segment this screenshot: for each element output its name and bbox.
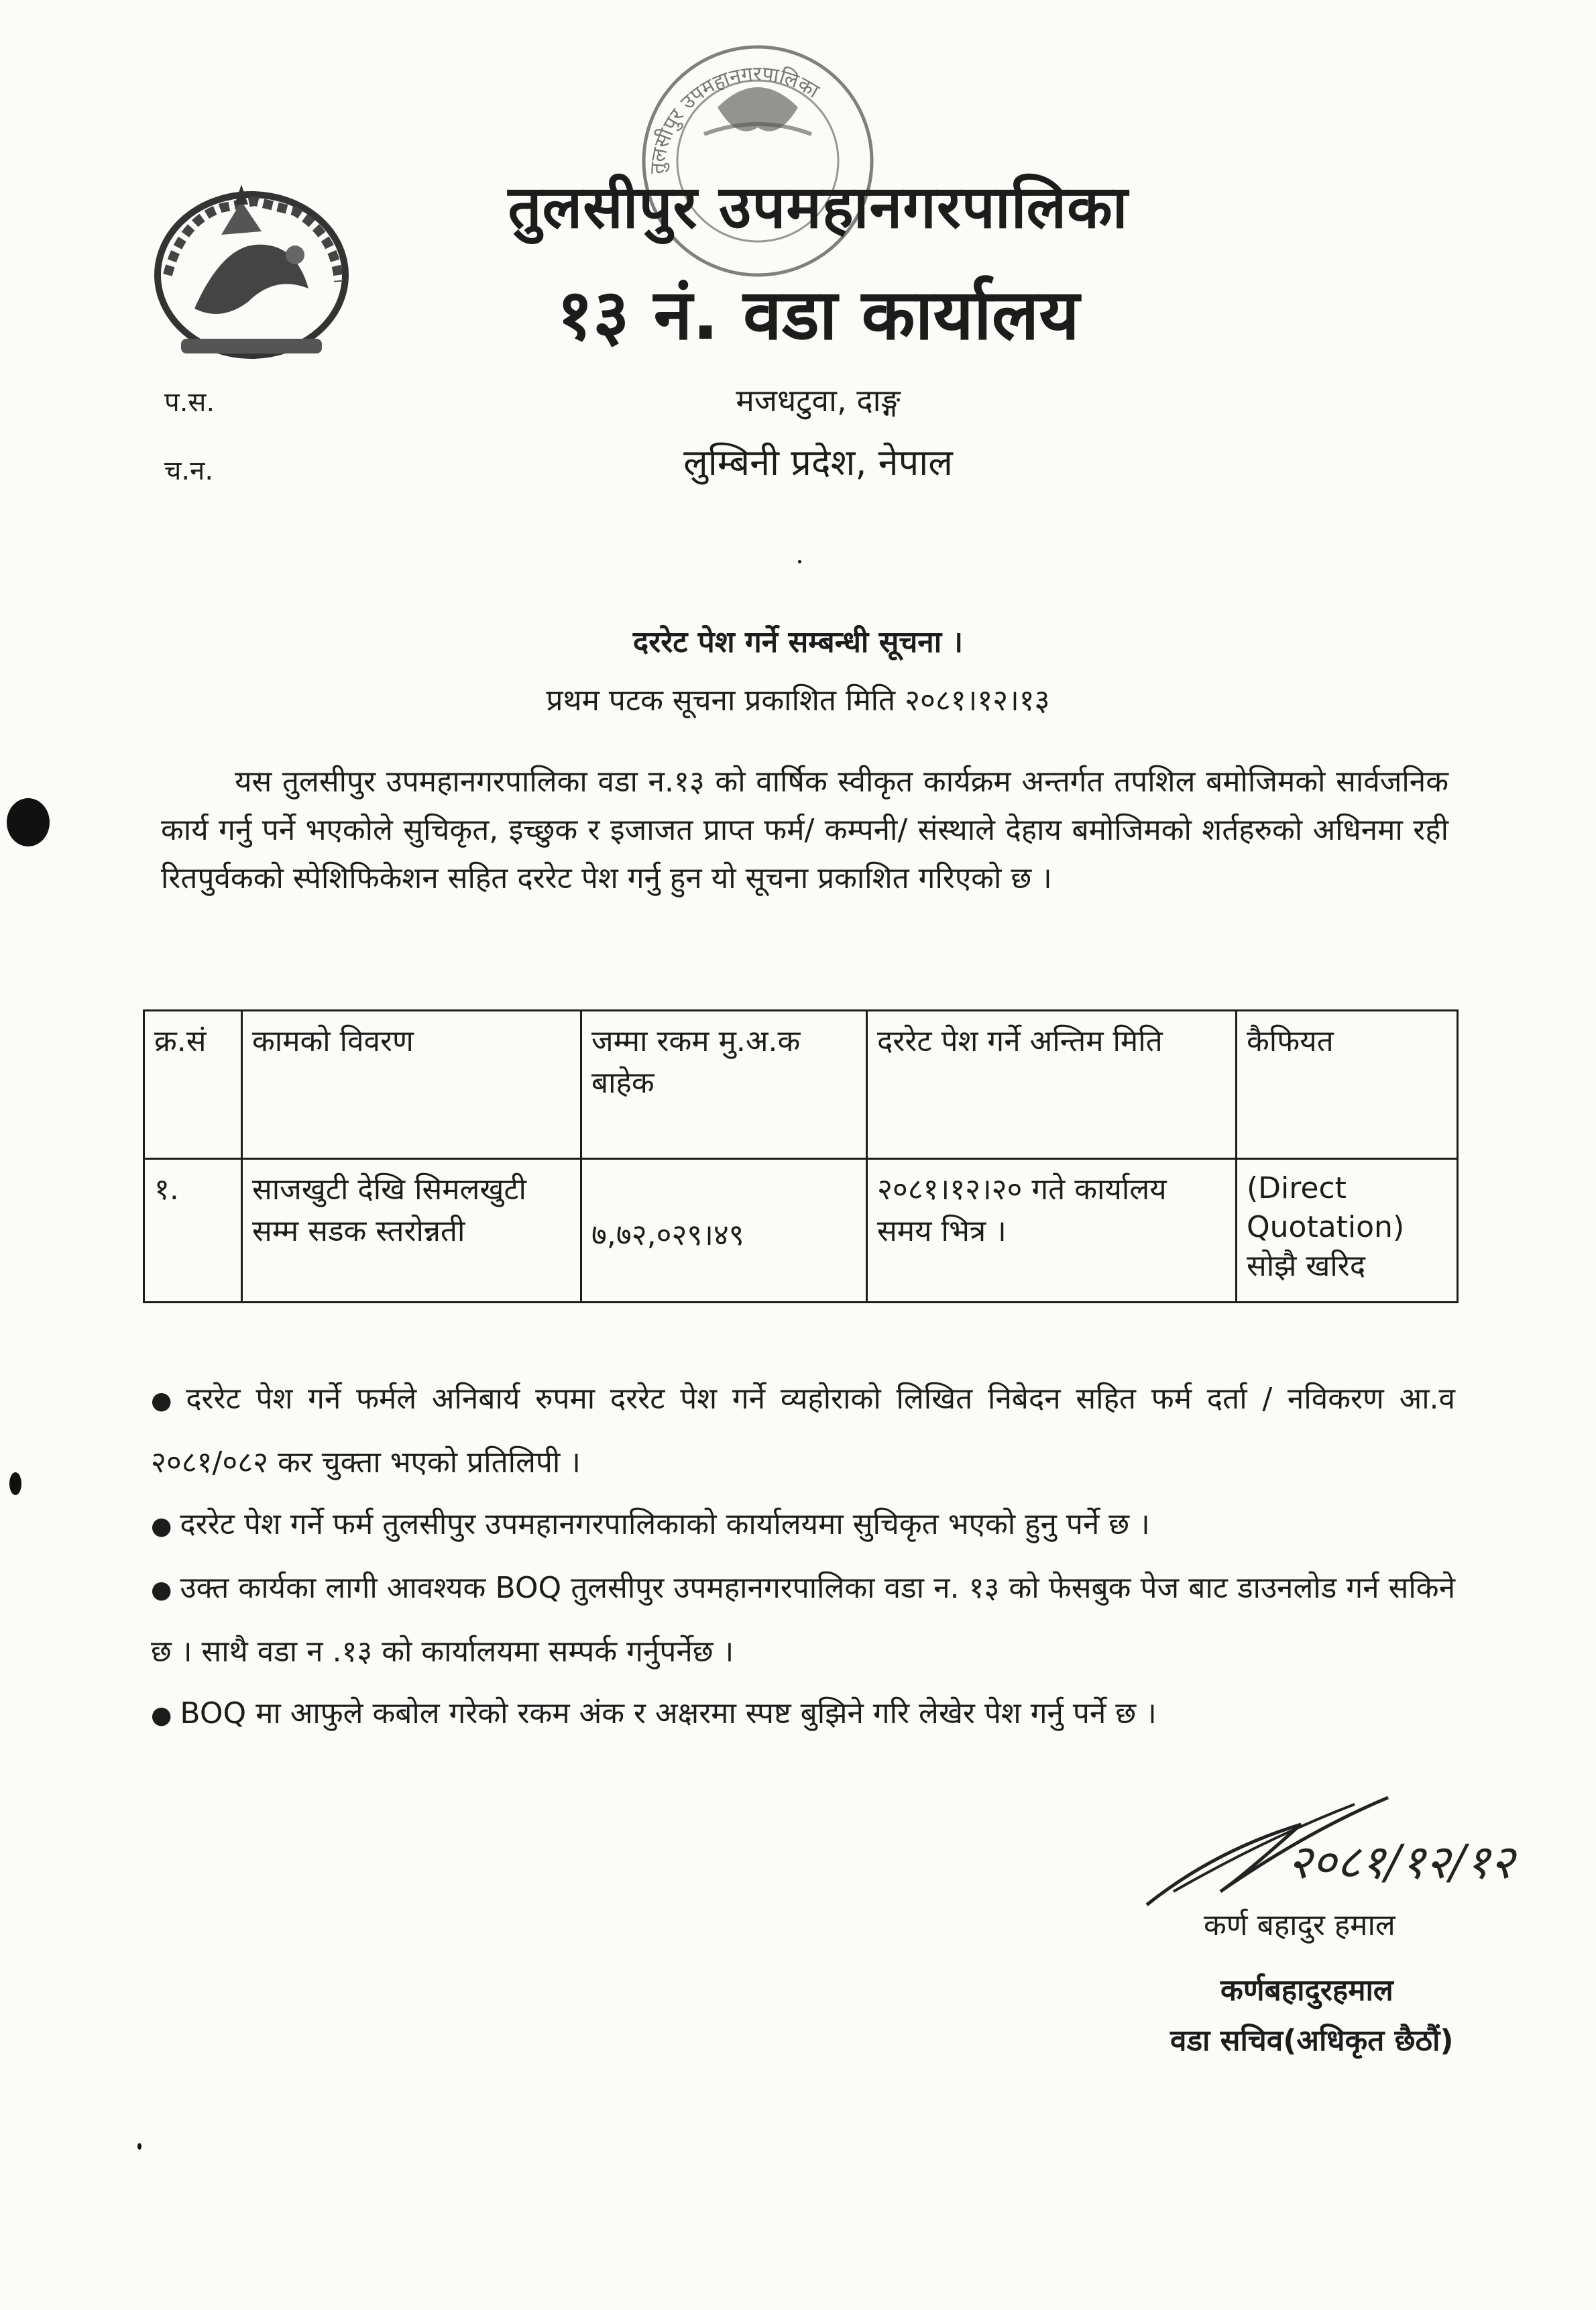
cell-deadline: २०८१।१२।२० गते कार्यालय समय भित्र । — [867, 1159, 1237, 1303]
header-deadline: दररेट पेश गर्ने अन्तिम मिति — [867, 1011, 1237, 1159]
list-item: ● दररेट पेश गर्ने फर्म तुलसीपुर उपमहानगरपालिकाको कार्यालयमा सुचिकृत भएको हुनु पर्ने छ । — [151, 1507, 1150, 1541]
cell-amount: ७,७२,०२९।४९ — [581, 1159, 867, 1303]
letter-ref-cn: च.न. — [164, 455, 214, 486]
ward-office-title: १३ नं. वडा कार्यालय — [557, 274, 1080, 355]
bullet-icon: ● — [151, 1576, 172, 1604]
scan-mark — [137, 2143, 141, 2150]
table-header-row — [144, 1011, 1458, 1159]
list-item: ● दररेट पेश गर्ने फर्मले अनिबार्य रुपमा दररेट पेश गर्ने व्यहोराको लिखित निबेदन सहित फर्म दर्ता / नविकरण आ.व २०८१/०८२ कर चुक्ता भएको प्रतिलिपी । — [151, 1382, 1455, 1480]
list-item: ● BOQ मा आफुले कबोल गरेको रकम अंक र अक्षरमा स्पष्ट बुझिने गरि लेखेर पेश गर्नु पर्ने छ । — [151, 1696, 1157, 1730]
header-amount: जम्मा रकम मु.अ.क बाहेक — [581, 1011, 867, 1159]
notice-publish-date: प्रथम पटक सूचना प्रकाशित मिति २०८१।१२।१३ — [546, 683, 1050, 718]
scan-mark — [798, 560, 801, 563]
municipality-name: तुलसीपुर उपमहानगरपालिका — [508, 172, 1129, 241]
signatory-stamp-name: कर्णबहादुरहमाल — [1220, 1973, 1393, 2008]
notice-intro-paragraph: यस तुलसीपुर उपमहानगरपालिका वडा न.१३ को वार्षिक स्वीकृत कार्यक्रम अन्तर्गत तपशिल बमोजिमको सार्वजनिक कार्य गर्नु पर्ने भएकोले सुचिकृत, इच्छुक र इजाजत प्राप्त फर्म/ कम्पनी/ संस्थाले देहाय बमोजिमको शर्तहरुको अधिनमा रही रितपुर्वकको स्पेशिफिकेशन सहित दररेट पेश गर्नु हुन यो सूचना प्रकाशित गरिएको छ । — [161, 765, 1448, 895]
address-line-2: लुम्बिनी प्रदेश, नेपाल — [683, 441, 953, 484]
bullet-icon: ● — [151, 1387, 178, 1415]
office-seal-icon — [624, 27, 892, 295]
table-row — [144, 1159, 1458, 1303]
seal-text: तुलसीपुर उपमहानगरपालिका — [645, 62, 823, 175]
signatory-designation: वडा सचिव(अधिकृत छैठौं) — [1170, 2024, 1454, 2058]
remarks-english: (Direct Quotation) — [1247, 1171, 1405, 1244]
cell-serial: १. — [144, 1159, 242, 1303]
conditions-list — [151, 1368, 1455, 1747]
bullet-icon: ● — [151, 1512, 172, 1540]
scan-mark — [9, 1472, 21, 1495]
signatory-name: कर्ण बहादुर हमाल — [1204, 1908, 1395, 1942]
letter-ref-ps: प.स. — [164, 387, 215, 418]
header-serial: क्र.सं — [144, 1011, 242, 1159]
remarks-nepali: सोझै खरिद — [1247, 1249, 1366, 1283]
cell-description: साजखुटी देखि सिमलखुटी सम्म सडक स्तरोन्नती — [242, 1159, 581, 1303]
scan-mark — [7, 798, 50, 846]
handwritten-signature-icon — [1133, 1777, 1536, 1912]
address-line-1: मजधटुवा, दाङ्ग — [736, 382, 901, 419]
header-remarks: कैफियत — [1237, 1011, 1458, 1159]
cell-remarks — [1237, 1159, 1458, 1303]
nepal-emblem-icon — [141, 174, 362, 376]
notice-title: दररेट पेश गर्ने सम्बन्धी सूचना । — [632, 625, 964, 659]
bullet-icon: ● — [151, 1702, 172, 1729]
quotation-table — [143, 1009, 1459, 1303]
list-item: ● उक्त कार्यका लागी आवश्यक BOQ तुलसीपुर उपमहानगरपालिका वडा न. १३ को फेसबुक पेज बाट डाउनलोड गर्न सकिने छ । साथै वडा न .१३ को कार्यालयमा सम्पर्क गर्नुपर्नेछ । — [151, 1571, 1455, 1669]
header-description: कामको विवरण — [242, 1011, 581, 1159]
signature-date: २०८१/१२/१२ — [1288, 1834, 1515, 1889]
